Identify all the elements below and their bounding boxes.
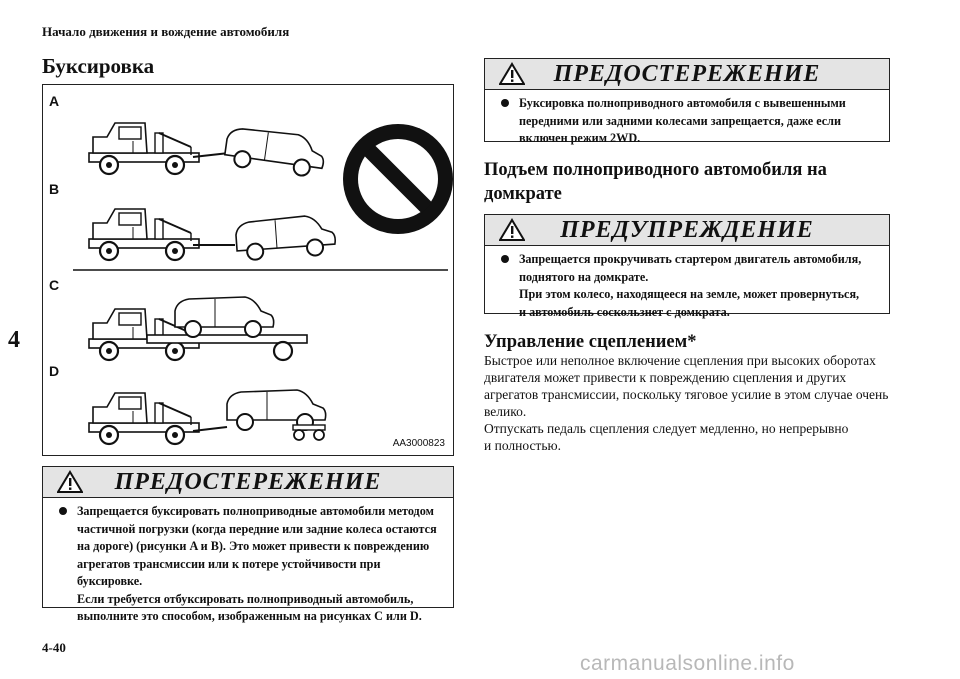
caution-line: на дороге) (рисунки A и B). Это может привести к повреждению (77, 539, 430, 553)
caution-line: частичной погрузки (когда передние или задние колеса остаются (77, 521, 437, 536)
caution-line: агрегатов трансмиссии или к потере устойчивости при (77, 556, 381, 571)
clutch-section-text (484, 352, 904, 454)
caution-line: буксировке. (77, 574, 143, 588)
clutch-line: агрегатов трансмиссии, поскольку тяговое усилие в этом случае очень (484, 387, 889, 402)
clutch-line: Быстрое или неполное включение сцепления при высоких оборотах (484, 353, 876, 368)
bullet-icon (59, 507, 67, 515)
tow-truck-a (89, 123, 199, 174)
warning-text (485, 246, 889, 327)
caution-line: Если требуется отбуксировать полноприводный автомобиль, (77, 591, 414, 606)
warning-title: ПРЕДУПРЕЖДЕНИЕ (560, 216, 814, 243)
clutch-line: велико. (484, 404, 527, 419)
warning-box-jack (484, 214, 890, 319)
carried-suv-c (175, 297, 274, 337)
page-number: 4-40 (42, 640, 66, 655)
towed-suv-b (235, 214, 336, 261)
chapter-tab: 4 (8, 327, 20, 353)
caution-header (485, 59, 889, 90)
figure-label-c: C (49, 277, 60, 293)
tow-truck-d (89, 393, 199, 444)
caution-line: включен режим 2WD. (519, 131, 641, 145)
running-head: Начало движения и вождение автомобиля (42, 24, 290, 39)
warning-header (485, 215, 889, 246)
tow-truck-b (89, 209, 199, 260)
bullet-icon (501, 99, 509, 107)
caution-text (43, 498, 453, 632)
figure-label-d: D (49, 363, 60, 379)
clutch-line: двигателя может привести к повреждению сцепления и других (484, 370, 847, 385)
clutch-section-title: Управление сцеплением* (484, 332, 697, 352)
towing-illustration (42, 84, 454, 456)
figure-label-b: B (49, 181, 60, 197)
warning-line: Запрещается прокручивать стартером двигатель автомобиля, (519, 252, 862, 266)
warning-line: поднятого на домкрате. (519, 269, 649, 284)
caution-title: ПРЕДОСТЕРЕЖЕНИЕ (553, 60, 821, 87)
warning-triangle-icon (499, 218, 525, 242)
caution-line: выполните это способом, изображенным на рисунках C или D. (77, 609, 422, 623)
caution-line: Запрещается буксировать полноприводные автомобили методом (77, 504, 434, 518)
caution-line: передними или задними колесами запрещается, даже если (519, 113, 842, 128)
caution-header (43, 467, 453, 498)
caution-title: ПРЕДОСТЕРЕЖЕНИЕ (114, 468, 382, 495)
prohibited-icon (343, 124, 453, 234)
jack-section-title (484, 158, 890, 206)
warning-line: и автомобиль соскользнет с домкрата. (519, 304, 730, 319)
caution-box-2wd (484, 58, 890, 145)
towed-suv-a (223, 125, 326, 178)
figure-label-a: A (49, 93, 60, 109)
clutch-line: и полностью. (484, 438, 561, 453)
watermark: carmanualsonline.info (580, 652, 795, 675)
towing-drawing (43, 85, 453, 455)
clutch-line: Отпускать педаль сцепления следует медленно, но непрерывно (484, 421, 849, 436)
caution-line: Буксировка полноприводного автомобиля с вывешенными (519, 96, 846, 110)
bullet-icon (501, 255, 509, 263)
figure-code: AA3000823 (392, 438, 445, 449)
caution-text (485, 90, 889, 154)
warning-line: При этом колесо, находящееся на земле, может провернуться, (519, 287, 860, 301)
jack-title-line: Подъем полноприводного автомобиля на (484, 160, 827, 180)
section-title: Буксировка (42, 54, 155, 78)
warning-triangle-icon (57, 470, 83, 494)
dolly-suv-d (227, 390, 326, 430)
warning-triangle-icon (499, 62, 525, 86)
jack-title-line: домкрате (484, 184, 562, 204)
caution-box-towing (42, 466, 454, 623)
